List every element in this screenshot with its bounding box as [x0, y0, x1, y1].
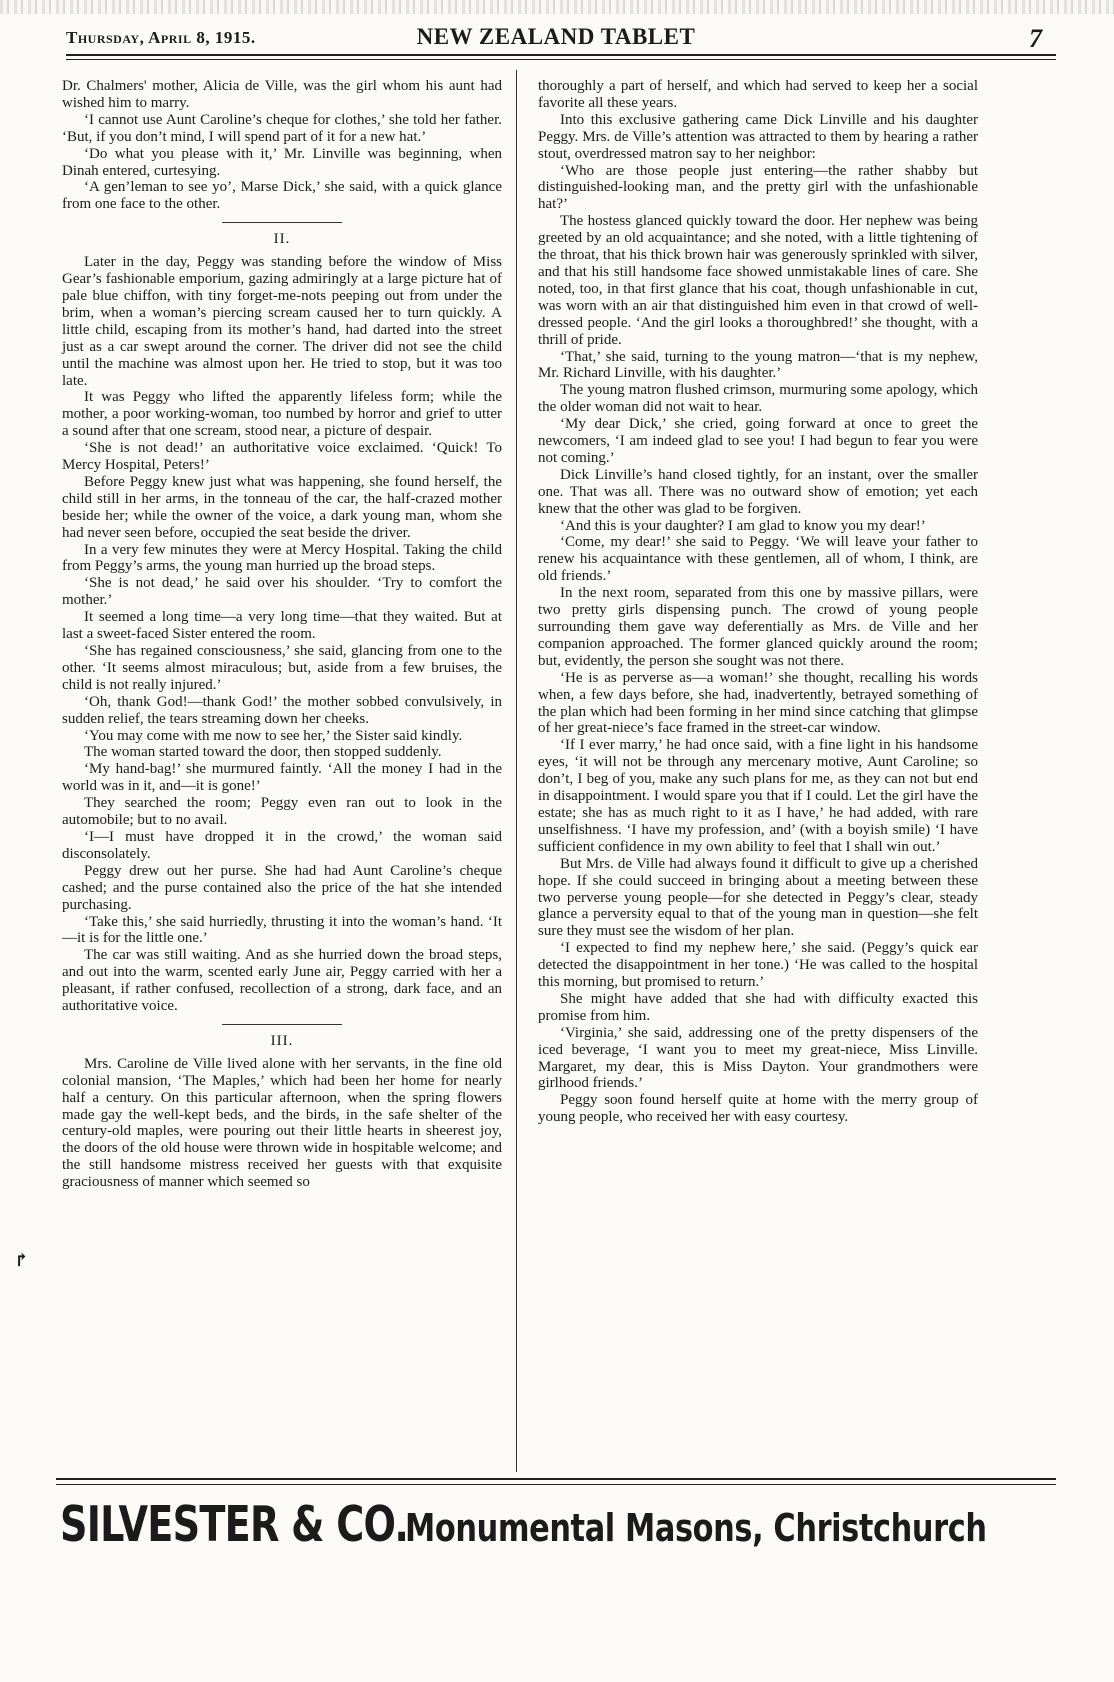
paragraph: ‘I—I must have dropped it in the crowd,’ the woman said disconsolately.	[62, 828, 502, 862]
paragraph: In a very few minutes they were at Mercy Hospital. Taking the child from Peggy’s arms, the young man hurried up the broad steps.	[62, 541, 502, 575]
issue-date: Thursday, April 8, 1915.	[66, 28, 256, 47]
page-header	[66, 22, 1056, 56]
paragraph: ‘That,’ she said, turning to the young matron—‘that is my nephew, Mr. Richard Linville, with his daughter.’	[538, 348, 978, 382]
paragraph: Peggy soon found herself quite at home with the merry group of young people, who received her with easy courtesy.	[538, 1092, 978, 1126]
paragraph: The young matron flushed crimson, murmuring some apology, which the older woman did not wait to hear.	[538, 382, 978, 416]
left-column	[62, 78, 502, 1191]
column-divider	[516, 70, 517, 1472]
paragraph: ‘Come, my dear!’ she said to Peggy. ‘We will leave your father to renew his acquaintance with these gentlemen, all of whom, I think, are old friends.’	[538, 534, 978, 585]
paragraph: Later in the day, Peggy was standing before the window of Miss Gear’s fashionable emporium, gazing admiringly at a large picture hat of pale blue chiffon, with tiny forget-me-nots peeping out from under the brim, when a woman’s piercing scream caused her to turn quickly. A little child, escaping from its mother’s hand, had darted into the street just as a car swept around the corner. The driver did not see the child until the machine was almost upon her. He tried to stop, but it was too late.	[62, 254, 502, 389]
paragraph: But Mrs. de Ville had always found it difficult to give up a cherished hope. If she could succeed in bringing about a meeting between these two perverse young people—for she detected in Peggy’s clear, steady glance a perversity equal to that of the young man in question—she felt sure they must see the wisdom of her plan.	[538, 855, 978, 940]
right-column	[538, 78, 978, 1126]
scan-edge	[0, 0, 1114, 14]
margin-mark-icon: ↱	[14, 1250, 30, 1270]
paragraph: ‘Who are those people just entering—the rather shabby but distinguished-looking man, and the pretty girl with the unfashionable hat?’	[538, 162, 978, 213]
paragraph: Mrs. Caroline de Ville lived alone with her servants, in the fine old colonial mansion, ‘The Maples,’ which had been her home for nearly half a century. On this particular afternoon, when the spring flowers made gay the well-kept beds, and the birds, in the safe shelter of the century-old maples, were pouring out their little hearts in sheerest joy, the doors of the old house were thrown wide in hospitable welcome; and the still handsome mistress received her guests with that exquisite graciousness of manner which seemed so	[62, 1055, 502, 1191]
paragraph: It seemed a long time—a very long time—that they waited. But at last a sweet-faced Sister entered the room.	[62, 609, 502, 643]
paragraph: ‘She has regained consciousness,’ she said, glancing from one to the other. ‘It seems almost miraculous; but, aside from a few bruises, the child is not really injured.’	[62, 643, 502, 693]
page-number: 7	[1029, 24, 1042, 53]
paragraph: ‘If I ever marry,’ he had once said, with a fine light in his handsome eyes, ‘it will not be through any mercenary motive, Aunt Caroline; so don’t, I beg of you, make any such plans for me, as they can not but end in disappointment. I would spare you that if I could. Let the girl have the estate; she has as much right to it as I have,’ he had added, with rare unselfishness. ‘I have my profession, and’ (with a boyish smile) ‘I have sufficient confidence in my own ability to feel that I shall win out.’	[538, 737, 978, 855]
section-heading: II.	[273, 231, 291, 248]
paragraph: ‘Take this,’ she said hurriedly, thrusting it into the woman’s hand. ‘It—it is for the little one.’	[62, 913, 502, 947]
advertiser-name: SILVESTER & CO.	[60, 1496, 409, 1553]
paragraph: They searched the room; Peggy even ran out to look in the automobile; but to no avail.	[62, 795, 502, 829]
paragraph: ‘A gen’leman to see yo’, Marse Dick,’ she said, with a quick glance from one face to the other.	[62, 179, 502, 213]
paragraph: thoroughly a part of herself, and which had served to keep her a social favorite all these years.	[538, 78, 978, 111]
paragraph: ‘My hand-bag!’ she murmured faintly. ‘All the money I had in the world was in it, and—it is gone!’	[62, 761, 502, 795]
paragraph: ‘Oh, thank God!—thank God!’ the mother sobbed convulsively, in sudden relief, the tears streaming down her cheeks.	[62, 693, 502, 727]
section-heading: III.	[270, 1032, 294, 1049]
section-rule	[222, 222, 342, 223]
paragraph: It was Peggy who lifted the apparently lifeless form; while the mother, a poor working-woman, too numbed by horror and grief to utter a sound after that one scream, stood near, a picture of despair.	[62, 389, 502, 440]
advertiser-description: Monumental Masons, Christchurch	[405, 1506, 987, 1550]
newspaper-title: NEW ZEALAND TABLET	[416, 24, 696, 49]
paragraph: ‘You may come with me now to see her,’ the Sister said kindly.	[84, 727, 463, 744]
footer-rule	[56, 1478, 1056, 1480]
paragraph: In the next room, separated from this one by massive pillars, were two pretty girls dispensing punch. The crowd of young people surrounding them gave way deferentially as Mrs. de Ville and her companion approached. The former glanced quickly around the room; but, evidently, the person she sought was not there.	[538, 585, 978, 669]
paragraph: The woman started toward the door, then stopped suddenly.	[84, 744, 442, 761]
paragraph: Before Peggy knew just what was happening, she found herself, the child still in her arms, in the tonneau of the car, the half-crazed mother beside her; while the owner of the voice, a dark young man, whom she had never seen before, occupied the seat beside the driver.	[62, 473, 502, 541]
paragraph: ‘Do what you please with it,’ Mr. Linville was beginning, when Dinah entered, curtesying.	[62, 145, 502, 179]
paragraph: ‘He is as perverse as—a woman!’ she thought, recalling his words when, a few days before, she had, inadvertently, betrayed something of the plan which had been forming in her mind since catching that glimpse of her great-niece’s face framed in the street-car window.	[538, 669, 978, 737]
paragraph: The hostess glanced quickly toward the door. Her nephew was being greeted by an old acquaintance; and she noted, with a little tightening of the throat, that his thick brown hair was generously sprinkled with silver, and that his still handsome face showed unmistakable lines of care. She noted, too, in that first glance that his coat, though unfashionable in cut, was worn with an air that distinguished him even in that crowd of well-dressed people. ‘And the girl looks a thoroughbred!’ she thought, with a thrill of pride.	[538, 213, 978, 348]
header-rule	[66, 54, 1056, 56]
paragraph: ‘And this is your daughter? I am glad to know you my dear!’	[560, 517, 926, 534]
paragraph: Dr. Chalmers' mother, Alicia de Ville, was the girl whom his aunt had wished him to marry.	[62, 78, 502, 111]
paragraph: ‘My dear Dick,’ she cried, going forward at once to greet the newcomers, ‘I am indeed glad to see you! I had begun to fear you were not coming.’	[538, 416, 978, 466]
advertisement-banner	[60, 1496, 1060, 1576]
paragraph: She might have added that she had with difficulty exacted this promise from him.	[538, 990, 978, 1024]
section-rule	[222, 1024, 342, 1025]
paragraph: ‘Virginia,’ she said, addressing one of the pretty dispensers of the iced beverage, ‘I want you to meet my great-niece, Miss Linville. Margaret, my dear, this is Miss Dayton. Your grandmothers were girlhood friends.’	[538, 1024, 978, 1092]
paragraph: Into this exclusive gathering came Dick Linville and his daughter Peggy. Mrs. de Ville’s attention was attracted to them by hearing a rather stout, overdressed matron say to her neighbor:	[538, 111, 978, 162]
paragraph: ‘She is not dead,’ he said over his shoulder. ‘Try to comfort the mother.’	[62, 575, 502, 609]
paragraph: ‘I cannot use Aunt Caroline’s cheque for clothes,’ she told her father. ‘But, if you don’t mind, I will spend part of it for a new hat.’	[62, 111, 502, 145]
paragraph: Dick Linville’s hand closed tightly, for an instant, over the smaller one. That was all. There was no outward show of emotion; yet each knew that the other was glad to be forgiven.	[538, 466, 978, 517]
paragraph: The car was still waiting. And as she hurried down the broad steps, and out into the warm, scented early June air, Peggy carried with her a pleasant, if rather confused, recollection of a strong, dark face, and an authoritative voice.	[62, 947, 502, 1015]
paragraph: Peggy drew out her purse. She had had Aunt Caroline’s cheque cashed; and the purse contained also the price of the hat she intended purchasing.	[62, 862, 502, 913]
paragraph: ‘I expected to find my nephew here,’ she said. (Peggy’s quick ear detected the disappointment in her tone.) ‘He was called to the hospital this morning, but promised to return.’	[538, 940, 978, 991]
footer-rule-thin	[56, 1484, 1056, 1485]
paragraph: ‘She is not dead!’ an authoritative voice exclaimed. ‘Quick! To Mercy Hospital, Peters!’	[62, 440, 502, 474]
header-rule-thin	[66, 59, 1056, 60]
